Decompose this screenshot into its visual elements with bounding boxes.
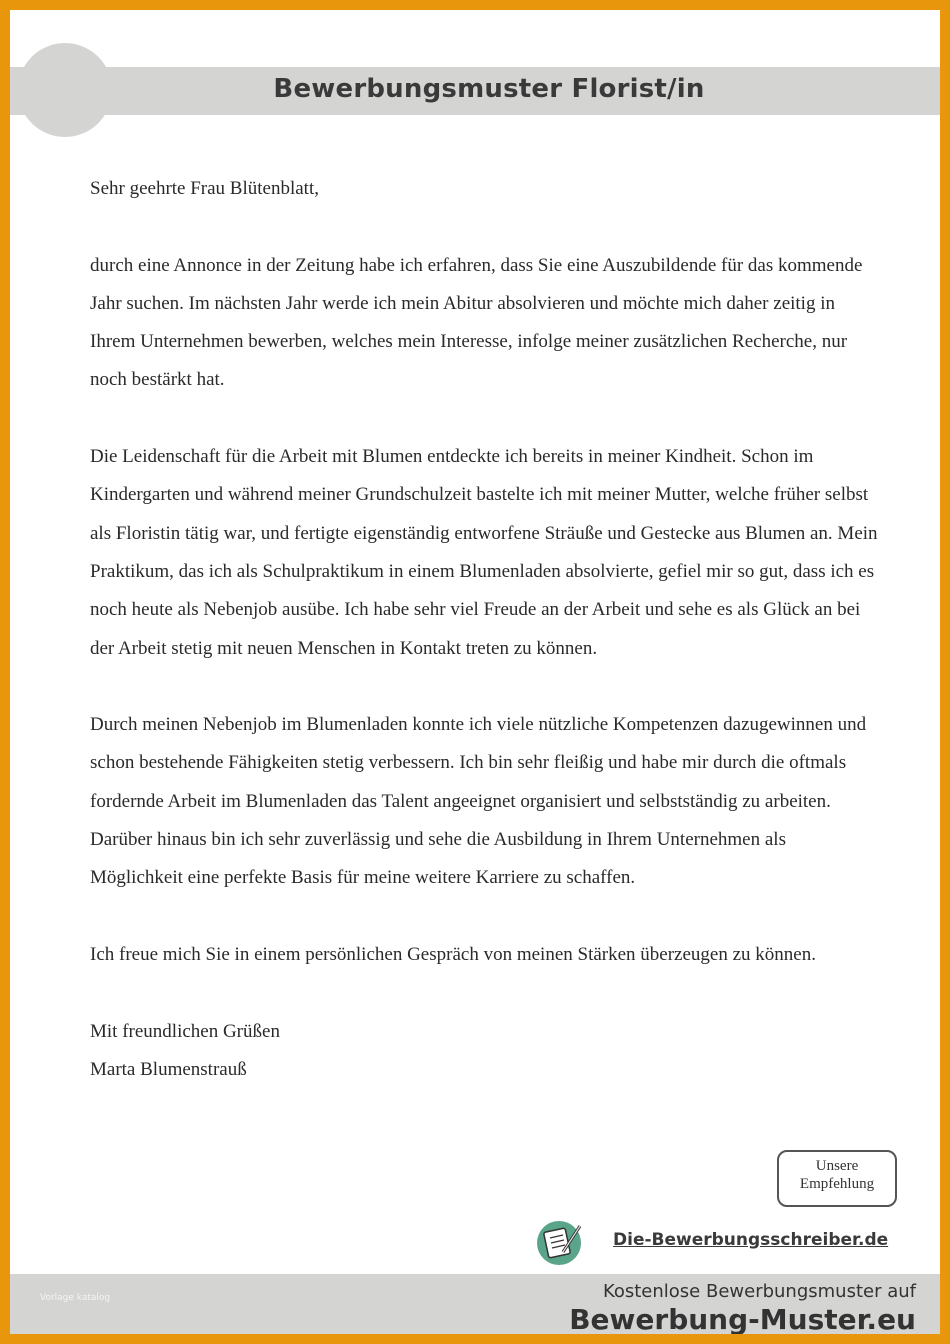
footer-watermark: Vorlage katalog <box>40 1293 111 1303</box>
footer-tagline: Kostenlose Bewerbungsmuster auf <box>602 1281 916 1302</box>
letter-salutation: Sehr geehrte Frau Blütenblatt, <box>90 178 319 199</box>
recommendation-link[interactable]: Die-Bewerbungsschreiber.de <box>613 1230 889 1250</box>
document-page <box>10 10 940 1334</box>
letter-paragraph-4: Ich freue mich Sie in einem persönlichen Gespräch von meinen Stärken überzeugen zu können. <box>90 943 816 965</box>
letter-signature: Marta Blumenstrauß <box>90 1058 247 1080</box>
letter-paragraph-1: durch eine Annonce in der Zeitung habe ich erfahren, dass Sie eine Auszubildende für das kommende Jahr suchen. Im nächsten Jahr werde ich mein Abitur absolvieren und möchte mich daher zeitig in Ihrem Unternehmen bewerben, welches mein Interesse, infolge meiner zusätzlichen Recherche, nur noch bestärkt hat. <box>90 254 863 391</box>
footer-site-name[interactable]: Bewerbung-Muster.eu <box>569 1303 916 1334</box>
bubble-line-2: Empfehlung <box>799 1176 875 1192</box>
document-pen-icon <box>534 1216 584 1266</box>
bubble-line-1: Unsere <box>815 1158 859 1174</box>
letter-closing: Mit freundlichen Grüßen <box>90 1020 280 1042</box>
letter-paragraph-2: Die Leidenschaft für die Arbeit mit Blumen entdeckte ich bereits in meiner Kindheit. Schon im Kindergarten und während meiner Grundschulzeit bastelte ich mit meiner Mutter, welche früher selbst als Floristin tätig war, und fertigte eigenständig entworfene Sträuße und Gestecke aus Blumen an. Mein Praktikum, das ich als Schulpraktikum in einem Blumenladen absolvierte, gefiel mir so gut, dass ich es noch heute als Nebenjob ausübe. Ich habe sehr viel Freude an der Arbeit und sehe es als Glück an bei der Arbeit stetig mit neuen Menschen in Kontakt treten zu können. <box>90 446 878 659</box>
letter-body <box>90 170 880 1089</box>
recommendation-bubble <box>777 1150 897 1207</box>
letter-paragraph-3: Durch meinen Nebenjob im Blumenladen konnte ich viele nützliche Kompetenzen dazugewinnen und schon bestehende Fähigkeiten stetig verbessern. Ich bin sehr fleißig und habe mir durch die oftmals fordernde Arbeit im Blumenladen das Talent angeeignet organisiert und selbstständig zu arbeiten. Darüber hinaus bin ich sehr zuverlässig und sehe die Ausbildung in Ihrem Unternehmen als Möglichkeit eine perfekte Basis für meine weitere Karriere zu schaffen. <box>90 714 867 889</box>
page-title: Bewerbungsmuster Florist/in <box>273 74 705 104</box>
